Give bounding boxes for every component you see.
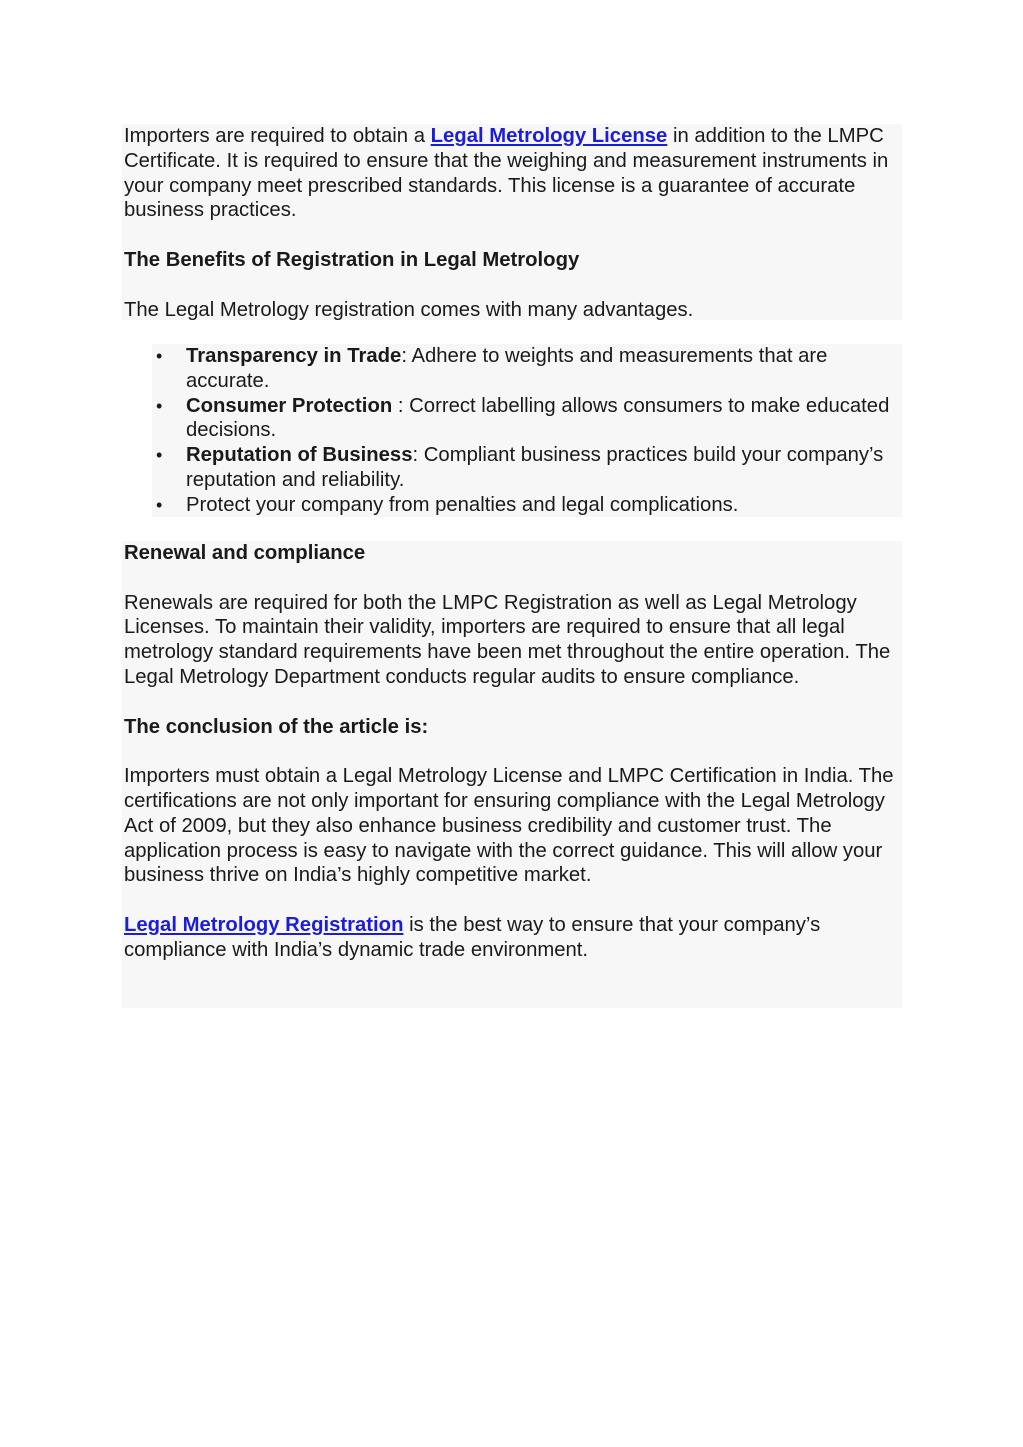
bullet-icon: • (156, 395, 163, 416)
list-item (152, 443, 902, 493)
list-item (152, 344, 902, 394)
legal-metrology-license-link[interactable]: Legal Metrology License (430, 125, 668, 147)
closing-paragraph (122, 913, 902, 963)
benefits-list (152, 344, 902, 518)
intro-text-after-link: in addition to the LMPC Certificate. It is required to ensure that the weighing and measurement instruments in your company meet prescribed standards. This license is a guarantee of accurate business practices. (124, 125, 889, 222)
legal-metrology-registration-link[interactable]: Legal Metrology Registration (124, 913, 404, 936)
intro-paragraph (122, 124, 902, 223)
list-item-title: Reputation of Business (186, 444, 413, 467)
renewal-conclusion-section (122, 541, 902, 1008)
conclusion-paragraph: Importers must obtain a Legal Metrology License and LMPC Certification in India. The certifications are not only important for ensuring compliance with the Legal Metrology Act of 2009, but they also enhance business credibility and customer trust. The application process is easy to navigate with the correct guidance. This will allow your business thrive on India’s highly competitive market. (124, 765, 894, 887)
bullet-icon: • (156, 346, 163, 366)
renewal-heading: Renewal and compliance (124, 542, 366, 564)
benefits-intro-text: The Legal Metrology registration comes with many advantages. (124, 298, 694, 321)
spacer (122, 566, 902, 591)
list-item-title: Consumer Protection (186, 394, 393, 417)
intro-section (122, 124, 902, 320)
list-item-text: : Compliant business practices build your company’s reputation and reliability. (186, 444, 884, 491)
intro-text-before-link: Importers are required to obtain a (124, 125, 431, 147)
renewal-paragraph: Renewals are required for both the LMPC Registration as well as Legal Metrology Licenses. To maintain their validity, importers are required to ensure that all legal metrology standard requirements have been met throughout the entire operation. The Legal Metrology Department conducts regular audits to ensure compliance. (124, 591, 891, 688)
list-item-title: Transparency in Trade (186, 345, 402, 367)
benefits-heading: The Benefits of Registration in Legal Metrology (124, 248, 580, 271)
list-item-text: : Correct labelling allows consumers to make educated decisions. (186, 394, 890, 442)
benefits-list-section (152, 344, 902, 517)
list-item-text: : Adhere to weights and measurements that are accurate. (186, 345, 828, 392)
list-item-text: Protect your company from penalties and legal complications. (186, 493, 739, 516)
bullet-icon: • (156, 494, 163, 515)
spacer (122, 888, 902, 913)
spacer (122, 739, 902, 764)
spacer (122, 223, 902, 248)
list-item (152, 394, 902, 444)
closing-text-after-link: is the best way to ensure that your company’s compliance with India’s dynamic trade environment. (124, 913, 821, 961)
spacer (122, 690, 902, 715)
spacer (122, 273, 902, 298)
conclusion-heading: The conclusion of the article is: (124, 715, 429, 738)
list-item (152, 493, 902, 518)
bullet-icon: • (156, 445, 163, 466)
